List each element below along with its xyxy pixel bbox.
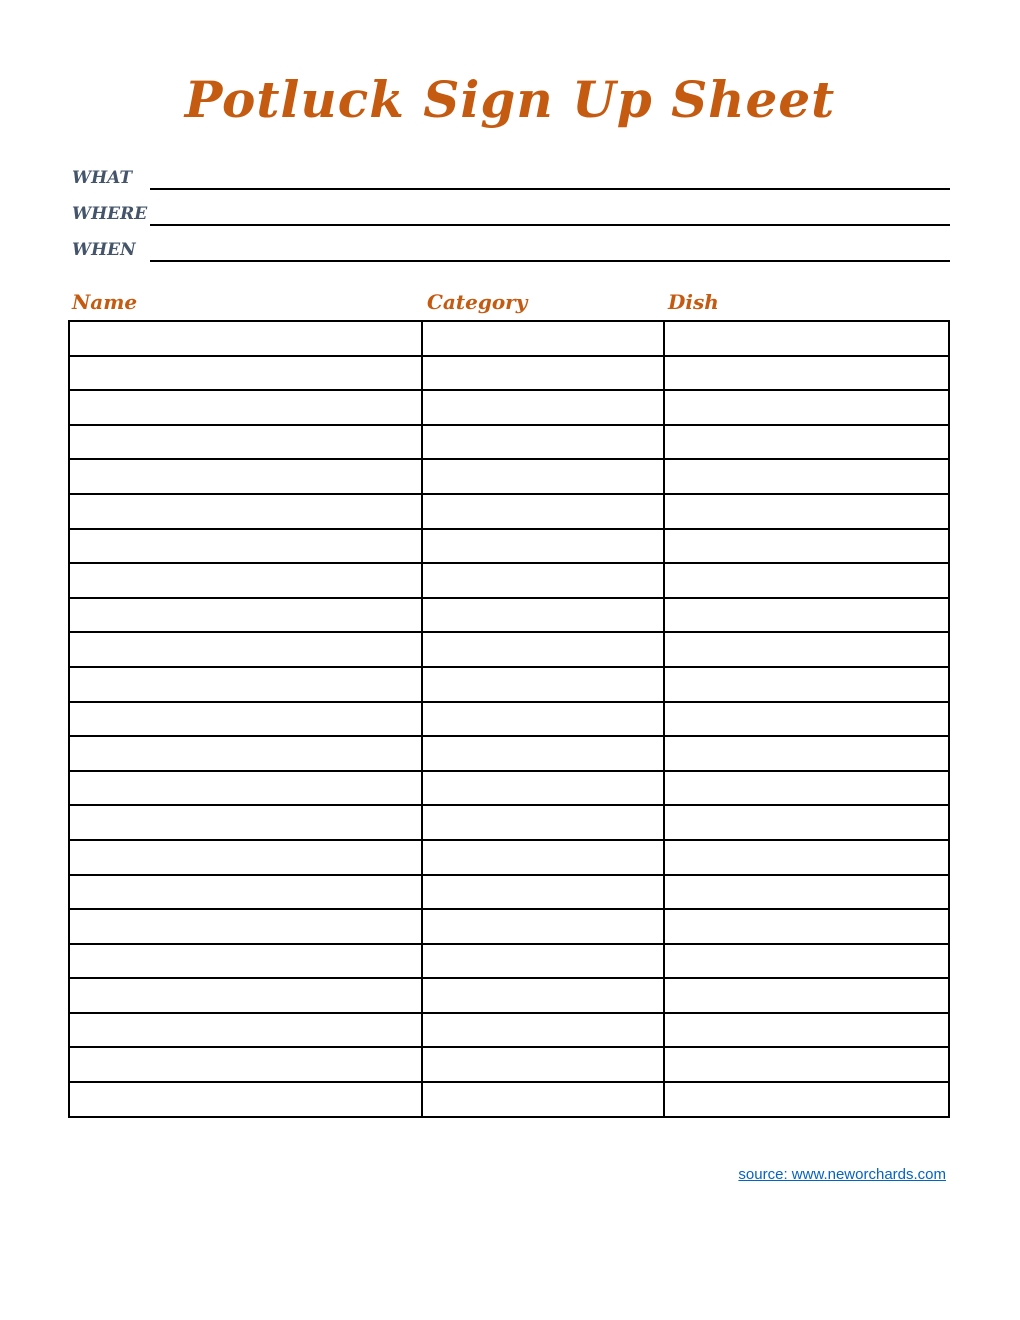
name-cell[interactable]	[69, 598, 422, 633]
category-cell[interactable]	[422, 321, 663, 356]
info-what-row	[72, 160, 950, 190]
name-cell[interactable]	[69, 1082, 422, 1117]
dish-cell[interactable]	[664, 1047, 949, 1082]
table-row	[69, 494, 949, 529]
table-row	[69, 529, 949, 564]
dish-cell[interactable]	[664, 563, 949, 598]
category-cell[interactable]	[422, 459, 663, 494]
category-cell[interactable]	[422, 356, 663, 391]
table-row	[69, 356, 949, 391]
dish-cell[interactable]	[664, 1013, 949, 1048]
dish-cell[interactable]	[664, 494, 949, 529]
dish-cell[interactable]	[664, 978, 949, 1013]
name-cell[interactable]	[69, 1013, 422, 1048]
name-cell[interactable]	[69, 944, 422, 979]
dish-cell[interactable]	[664, 598, 949, 633]
category-cell[interactable]	[422, 529, 663, 564]
category-cell[interactable]	[422, 1082, 663, 1117]
column-header-name: Name	[72, 290, 138, 314]
table-row	[69, 978, 949, 1013]
info-when-row	[72, 232, 950, 262]
name-cell[interactable]	[69, 840, 422, 875]
dish-cell[interactable]	[664, 459, 949, 494]
category-cell[interactable]	[422, 1013, 663, 1048]
category-cell[interactable]	[422, 978, 663, 1013]
category-cell[interactable]	[422, 1047, 663, 1082]
dish-cell[interactable]	[664, 632, 949, 667]
name-cell[interactable]	[69, 632, 422, 667]
name-cell[interactable]	[69, 805, 422, 840]
name-cell[interactable]	[69, 459, 422, 494]
dish-cell[interactable]	[664, 529, 949, 564]
what-label: WHAT	[72, 168, 133, 188]
name-cell[interactable]	[69, 321, 422, 356]
name-cell[interactable]	[69, 425, 422, 460]
where-label: WHERE	[72, 204, 148, 224]
category-cell[interactable]	[422, 702, 663, 737]
dish-cell[interactable]	[664, 1082, 949, 1117]
name-cell[interactable]	[69, 494, 422, 529]
name-cell[interactable]	[69, 1047, 422, 1082]
dish-cell[interactable]	[664, 736, 949, 771]
category-cell[interactable]	[422, 494, 663, 529]
dish-cell[interactable]	[664, 909, 949, 944]
name-cell[interactable]	[69, 702, 422, 737]
name-cell[interactable]	[69, 875, 422, 910]
table-row	[69, 425, 949, 460]
category-cell[interactable]	[422, 771, 663, 806]
table-row	[69, 771, 949, 806]
name-cell[interactable]	[69, 978, 422, 1013]
name-cell[interactable]	[69, 390, 422, 425]
name-cell[interactable]	[69, 736, 422, 771]
info-where-row	[72, 196, 950, 226]
table-row	[69, 598, 949, 633]
dish-cell[interactable]	[664, 425, 949, 460]
where-field[interactable]	[150, 224, 950, 226]
table-row	[69, 1082, 949, 1117]
category-cell[interactable]	[422, 390, 663, 425]
category-cell[interactable]	[422, 667, 663, 702]
category-cell[interactable]	[422, 598, 663, 633]
table-row	[69, 909, 949, 944]
category-cell[interactable]	[422, 563, 663, 598]
table-row	[69, 944, 949, 979]
name-cell[interactable]	[69, 529, 422, 564]
category-cell[interactable]	[422, 805, 663, 840]
table-row	[69, 805, 949, 840]
category-cell[interactable]	[422, 875, 663, 910]
table-row	[69, 321, 949, 356]
dish-cell[interactable]	[664, 321, 949, 356]
name-cell[interactable]	[69, 771, 422, 806]
table-row	[69, 736, 949, 771]
dish-cell[interactable]	[664, 840, 949, 875]
table-row	[69, 563, 949, 598]
when-field[interactable]	[150, 260, 950, 262]
category-cell[interactable]	[422, 736, 663, 771]
category-cell[interactable]	[422, 909, 663, 944]
what-field[interactable]	[150, 188, 950, 190]
category-cell[interactable]	[422, 840, 663, 875]
table-row	[69, 390, 949, 425]
dish-cell[interactable]	[664, 667, 949, 702]
table-row	[69, 875, 949, 910]
signup-table	[68, 320, 950, 1118]
dish-cell[interactable]	[664, 356, 949, 391]
when-label: WHEN	[72, 240, 136, 260]
table-row	[69, 840, 949, 875]
dish-cell[interactable]	[664, 944, 949, 979]
table-row	[69, 1047, 949, 1082]
column-header-dish: Dish	[668, 290, 719, 314]
table-row	[69, 459, 949, 494]
category-cell[interactable]	[422, 632, 663, 667]
table-row	[69, 667, 949, 702]
dish-cell[interactable]	[664, 771, 949, 806]
source-link[interactable]: source: www.neworchards.com	[738, 1166, 946, 1183]
table-row	[69, 702, 949, 737]
table-row	[69, 632, 949, 667]
name-cell[interactable]	[69, 667, 422, 702]
column-header-category: Category	[427, 290, 528, 314]
dish-cell[interactable]	[664, 875, 949, 910]
category-cell[interactable]	[422, 944, 663, 979]
name-cell[interactable]	[69, 909, 422, 944]
page-title: Potluck Sign Up Sheet	[184, 70, 836, 129]
name-cell[interactable]	[69, 563, 422, 598]
dish-cell[interactable]	[664, 805, 949, 840]
dish-cell[interactable]	[664, 702, 949, 737]
dish-cell[interactable]	[664, 390, 949, 425]
table-row	[69, 1013, 949, 1048]
name-cell[interactable]	[69, 356, 422, 391]
category-cell[interactable]	[422, 425, 663, 460]
